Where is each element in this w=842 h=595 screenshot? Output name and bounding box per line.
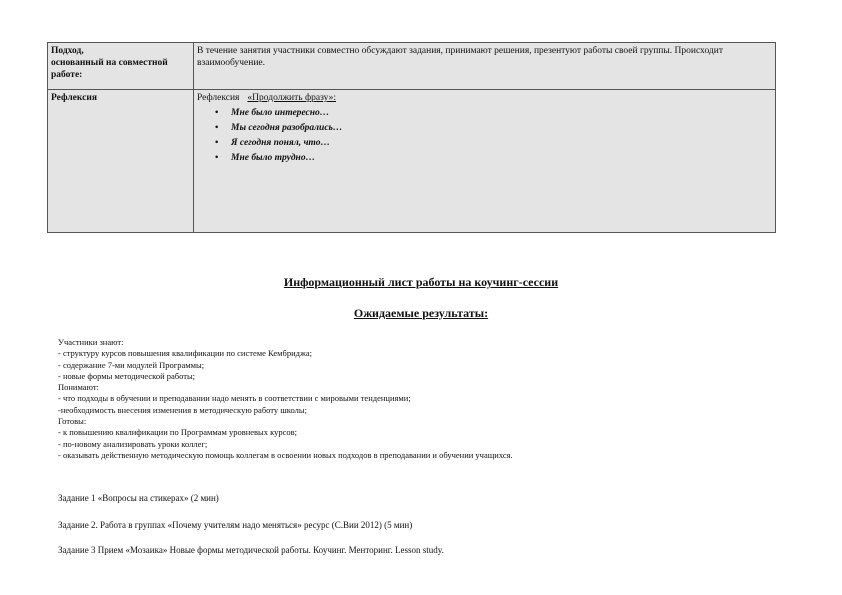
reflection-intro: Рефлексия (197, 93, 240, 103)
text-line: - новые формы методической работы; (58, 370, 196, 381)
list-item: • Я сегодня понял, что… (231, 136, 772, 151)
page-title: Информационный лист работы на коучинг-сессии (283, 275, 559, 289)
task-2: Задание 2. Работа в группах «Почему учителям надо меняться» ресурс (С.Вии 2012) (5 мин) (58, 520, 413, 530)
reflection-phrase-link[interactable]: «Продолжить фразу»: (247, 93, 337, 103)
text-line: - содержание 7-ми модулей Программы; (58, 359, 205, 370)
text-line: Понимают: (58, 382, 99, 393)
bullet-icon: • (215, 138, 219, 148)
text-line: Готовы: (58, 416, 87, 427)
bullet-icon: • (215, 108, 219, 118)
reflection-label-cell (48, 90, 194, 232)
approach-label-line3: работе: (51, 70, 83, 80)
text-line: Участники знают: (58, 337, 124, 347)
text-line: - по-новому анализировать уроки коллег; (58, 438, 208, 449)
table-row-reflection (48, 90, 775, 232)
approach-label-cell (48, 43, 194, 89)
text-line: - что подходы в обучении и преподавании надо менять в соответствии с мировыми тенденциями; (58, 393, 411, 404)
text-line: -необходимость внесения изменения в методическую работу школы; (58, 404, 307, 415)
bullet-icon: • (215, 123, 219, 133)
list-item: • Мне было интересно… (231, 106, 772, 121)
approach-label-line1: Подход, (51, 46, 84, 56)
phrase-list (197, 106, 772, 166)
list-item: • Мне было трудно… (231, 151, 772, 166)
list-item: • Мы сегодня разобрались… (231, 121, 772, 136)
reflection-content-cell (194, 90, 775, 232)
reflection-label: Рефлексия (51, 93, 97, 103)
expected-results-body (58, 337, 778, 461)
text-line: - структуру курсов повышения квалификации по системе Кембриджа; (58, 348, 312, 359)
approach-text-cell (194, 43, 775, 89)
task-3: Задание 3 Прием «Мозаика» Новые формы методической работы. Коучинг. Менторинг. Lesson study. (58, 545, 444, 555)
reflection-intro-line (197, 92, 772, 104)
table-row-approach (48, 43, 775, 90)
expected-results-heading: Ожидаемые результаты: (353, 306, 489, 320)
text-line: - к повышению квалификации по Программам уровневых курсов; (58, 427, 298, 438)
approach-label-line2: основанный на совместной (51, 58, 168, 68)
approach-text: В течение занятия участники совместно обсуждают задания, принимают решения, презентуют работы своей группы. Происходит взаимообучение. (197, 46, 723, 68)
text-line: - оказывать действенную методическую помощь коллегам в освоении новых подходов в преподавании и обучении учащихся. (58, 449, 513, 460)
info-table (47, 42, 776, 233)
task-1: Задание 1 «Вопросы на стикерах» (2 мин) (58, 493, 219, 503)
bullet-icon: • (215, 153, 219, 163)
